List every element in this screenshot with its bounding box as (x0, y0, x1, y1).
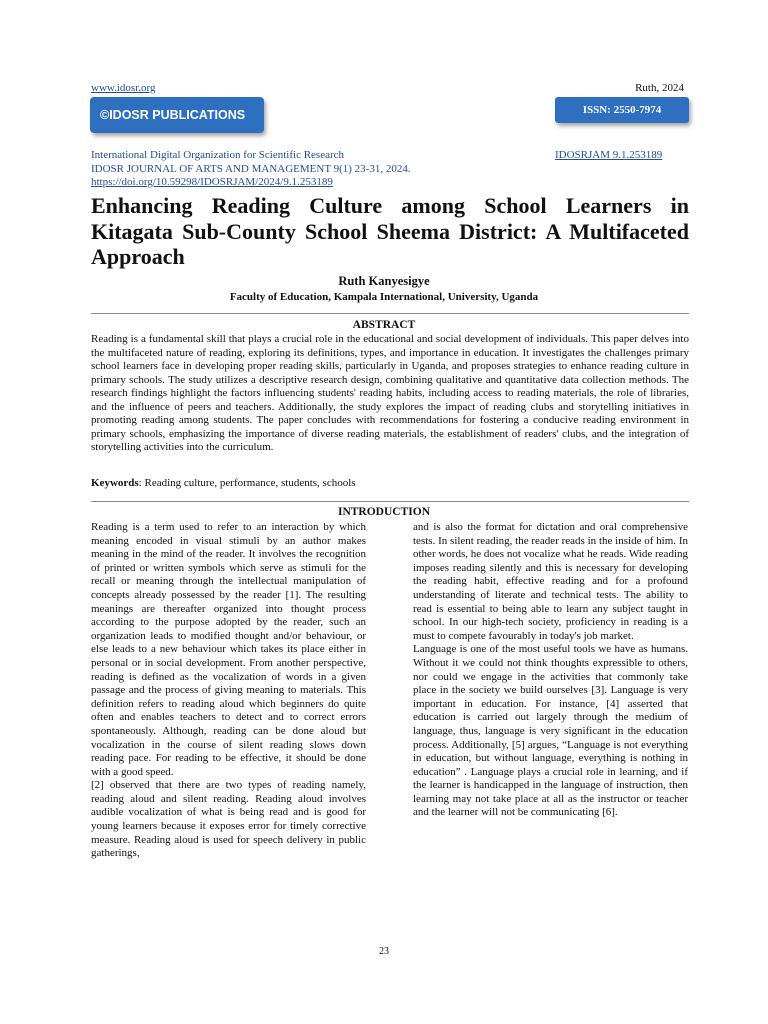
keywords (91, 477, 689, 489)
journal-name: IDOSR JOURNAL OF ARTS AND MANAGEMENT 9(1) 23-31, 2024. (91, 162, 411, 175)
journal-meta (91, 149, 411, 190)
org-name: International Digital Organization for Scientific Research (91, 149, 345, 161)
issn-badge: ISSN: 2550-7974 (555, 97, 689, 123)
paragraph: [2] observed that there are two types of reading namely, reading aloud and silent reading. Reading aloud involves audible vocalization of what is being read and is good for young learners because it exposes error for timely corrective measure. Reading aloud is used for speech delivery in public gatherings, (91, 779, 366, 860)
article-code-link[interactable]: IDOSRJAM 9.1.253189 (555, 149, 663, 161)
article-title: Enhancing Reading Culture among School Learners in Kitagata Sub-County School Sheema District: A Multifaceted Approach (91, 193, 689, 269)
left-column (91, 521, 366, 861)
right-column (413, 521, 688, 820)
paragraph: Reading is a term used to refer to an interaction by which meaning encoded in visual stimuli by an author makes meaning in the mind of the reader. It involves the recognition of printed or written symbols which serve as stimuli for the recall or meaning through the intellectual manipulation of concepts already possessed by the reader [1]. The resulting meanings are thereafter organized into thought process according to the purpose adopted by the reader, such an organization leads to modified thought and/or behaviour, or else leads to a new behaviour which takes its place either in personal or in social development. From another perspective, reading is defined as the vocalization of words in a given passage and the process of giving meaning to materials. This definition refers to reading aloud which beginners do quite often and enables teachers to detect and to correct errors spontaneously. Although, reading can be done aloud but vocalization in the course of silent reading slows down reading pace. For reading to be effective, it should be done with a good speed. (91, 521, 366, 778)
abstract-text: Reading is a fundamental skill that plays a crucial role in the educational and social development of individuals. This paper delves into the multifaceted nature of reading, exploring its definitions, types, and importance in education. It investigates the challenges primary school learners face in developing proper reading skills, particularly in Uganda, and proposes strategies to enhance reading culture in primary schools. The study utilizes a descriptive research design, combining qualitative and quantitative data collection methods. The research findings highlight the factors influencing students' reading habits, including access to reading materials, the role of libraries, and the influence of peers and teachers. Additionally, the study explores the impact of reading clubs and storytelling initiatives in promoting reading among students. The paper concludes with recommendations for fostering a conducive reading environment in primary schools, emphasizing the importance of diverse reading materials, the establishment of readers' clubs, and the integration of storytelling activities into the curriculum. (91, 333, 689, 453)
paragraph: and is also the format for dictation and oral comprehensive tests. In silent reading, the reader reads in the inside of him. In other words, he does not vocalize what he reads. Wide reading imposes reading silently and this is necessary for developing the reading habit, effective reading and for a profound understanding of literate and technical tests. The ability to read is essential to being able to learn any subject taught in school. In our high-tech society, proficiency in reading is a must to compete favourably in today's job market. (413, 521, 688, 642)
publisher-badge: ©IDOSR PUBLICATIONS (90, 97, 264, 133)
author-year: Ruth, 2024 (635, 82, 684, 94)
divider (91, 501, 689, 502)
paragraph: Language is one of the most useful tools we have as humans. Without it we could not think thoughts expressible to others, nor could we engage in the activities that commonly take place in the society we build ourselves [3]. Language is very important in education. For instance, [4] asserted that education is carried out largely through the medium of language, thus, language is very significant in the education process. Additionally, [5] argues, “Language is not everything in education, but without language, everything is nothing in education” . Language plays a crucial role in learning, and if the learner is handicapped in the language of instruction, then learning may not take place at all as the instructor or teacher and the learner will not be communicating [6]. (413, 643, 688, 819)
author-name: Ruth Kanyesigye (338, 274, 430, 288)
introduction-heading: INTRODUCTION (337, 506, 430, 518)
abstract-heading: ABSTRACT (352, 319, 416, 331)
page-number: 23 (379, 946, 389, 957)
doi-link[interactable]: https://doi.org/10.59298/IDOSRJAM/2024/9.1.253189 (91, 176, 333, 188)
site-link[interactable]: www.idosr.org (91, 82, 156, 94)
keywords-label: Keywords (91, 477, 139, 489)
keywords-list: : Reading culture, performance, students, schools (138, 477, 356, 489)
divider (91, 313, 689, 314)
author-affiliation: Faculty of Education, Kampala International, University, Uganda (229, 291, 539, 303)
